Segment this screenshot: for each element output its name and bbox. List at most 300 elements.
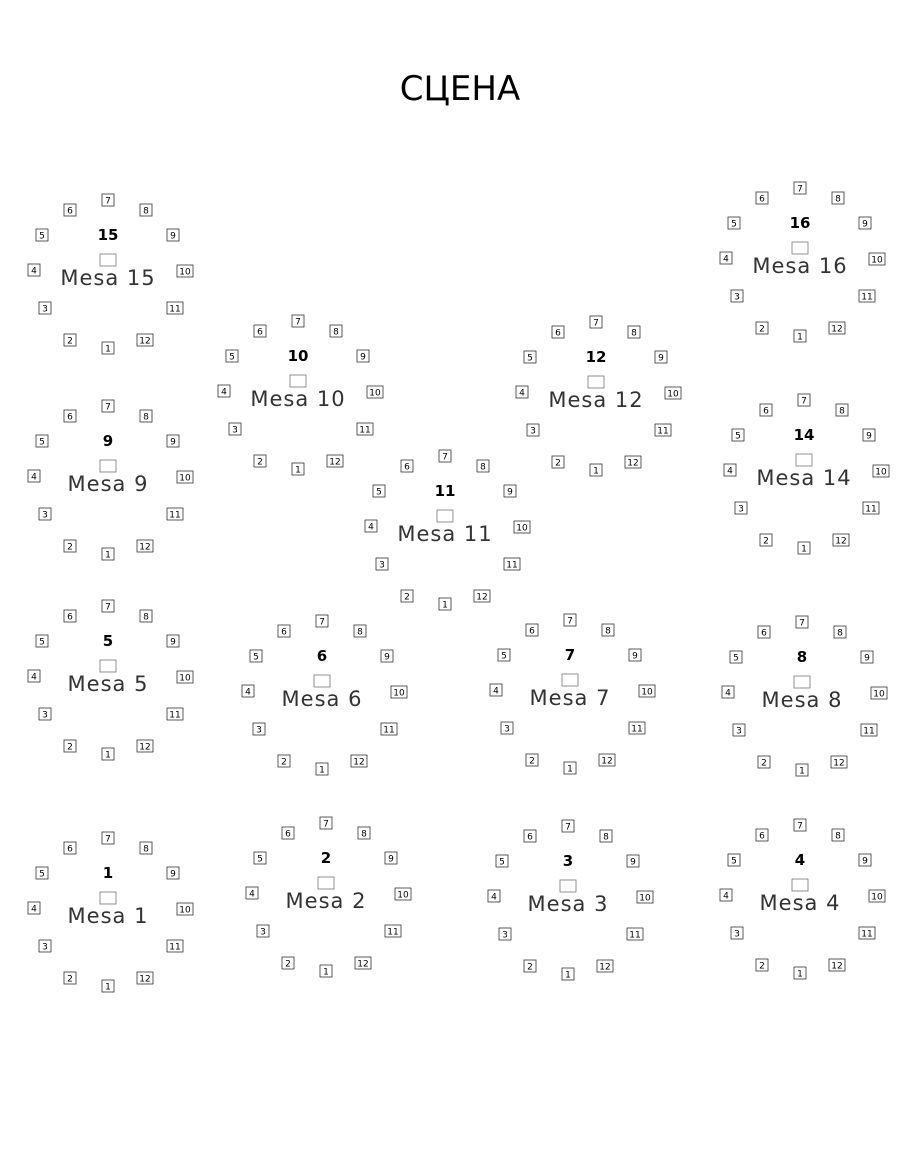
seat[interactable] [381, 723, 397, 736]
table-number: 6 [316, 647, 328, 665]
seat[interactable] [627, 855, 639, 868]
seat[interactable] [869, 890, 885, 903]
seat[interactable] [140, 842, 152, 855]
seat[interactable] [226, 350, 238, 363]
seat[interactable] [871, 687, 887, 700]
table-group[interactable] [218, 315, 383, 476]
seat[interactable] [365, 520, 377, 533]
seat-number: 4 [31, 472, 37, 483]
seat[interactable] [64, 334, 76, 347]
seat-number: 1 [319, 765, 325, 776]
seat-number: 5 [39, 869, 45, 880]
seat[interactable] [357, 350, 369, 363]
seat[interactable] [655, 424, 671, 437]
seat-number: 6 [759, 194, 765, 205]
seat-number: 1 [295, 465, 301, 476]
seat[interactable] [253, 723, 265, 736]
seat-number: 6 [285, 829, 291, 840]
seat-number: 7 [799, 618, 805, 629]
seat[interactable] [167, 435, 179, 448]
table-name: Mesa 1 [67, 904, 149, 928]
seat[interactable] [501, 722, 513, 735]
seat-number: 12 [831, 324, 843, 335]
seat[interactable] [64, 204, 76, 217]
seat[interactable] [599, 754, 615, 767]
seat[interactable] [254, 852, 266, 865]
seat[interactable] [496, 855, 508, 868]
table-group[interactable] [242, 615, 407, 776]
seat-number: 12 [627, 458, 639, 469]
seat-number: 11 [383, 725, 395, 736]
seat[interactable] [720, 889, 732, 902]
seat[interactable] [102, 548, 114, 561]
seat-number: 6 [763, 406, 769, 417]
table-group[interactable] [724, 394, 889, 555]
seat[interactable] [373, 485, 385, 498]
seat-number: 5 [733, 653, 739, 664]
seat[interactable] [756, 829, 768, 842]
seat[interactable] [488, 890, 500, 903]
seat[interactable] [794, 819, 806, 832]
seat[interactable] [873, 465, 889, 478]
seat[interactable] [177, 265, 193, 278]
table-group[interactable] [28, 600, 193, 761]
seat[interactable] [758, 626, 770, 639]
seat-number: 11 [629, 930, 641, 941]
seat[interactable] [514, 521, 530, 534]
seat[interactable] [627, 928, 643, 941]
table-name: Mesa 6 [281, 687, 363, 711]
seat[interactable] [629, 649, 641, 662]
table-group[interactable] [28, 400, 193, 561]
seat[interactable] [526, 754, 538, 767]
seat[interactable] [137, 972, 153, 985]
seat[interactable] [316, 763, 328, 776]
seat[interactable] [36, 867, 48, 880]
seat-number: 9 [632, 651, 638, 662]
seat-number: 5 [501, 651, 507, 662]
seat-number: 7 [797, 184, 803, 195]
seat[interactable] [282, 957, 294, 970]
seat-number: 12 [357, 959, 369, 970]
table-center-marker [794, 676, 810, 688]
seat[interactable] [504, 485, 516, 498]
seat[interactable] [516, 386, 528, 399]
seat[interactable] [733, 724, 745, 737]
seat-number: 5 [731, 219, 737, 230]
seat[interactable] [36, 229, 48, 242]
seat[interactable] [401, 460, 413, 473]
seat[interactable] [391, 686, 407, 699]
table-center-marker [437, 510, 453, 522]
seat[interactable] [439, 598, 451, 611]
seat[interactable] [39, 708, 51, 721]
seat[interactable] [477, 460, 489, 473]
seat[interactable] [504, 558, 520, 571]
seat[interactable] [439, 450, 451, 463]
seat[interactable] [39, 302, 51, 315]
seat-number: 4 [725, 688, 731, 699]
seat-number: 6 [555, 328, 561, 339]
table-center-marker [290, 375, 306, 387]
table-name: Mesa 16 [752, 254, 848, 278]
seat-number: 10 [397, 890, 409, 901]
table-center-marker [588, 376, 604, 388]
seat[interactable] [832, 829, 844, 842]
seat[interactable] [278, 755, 290, 768]
seat[interactable] [625, 456, 641, 469]
seat[interactable] [796, 616, 808, 629]
seat[interactable] [177, 903, 193, 916]
seat-number: 6 [257, 327, 263, 338]
seat[interactable] [863, 502, 879, 515]
seat[interactable] [102, 980, 114, 993]
seat-number: 8 [631, 328, 637, 339]
table-group[interactable] [28, 194, 193, 355]
seat[interactable] [167, 867, 179, 880]
seat[interactable] [524, 960, 536, 973]
seat[interactable] [39, 508, 51, 521]
seat[interactable] [831, 756, 847, 769]
seat-number: 5 [39, 437, 45, 448]
seat[interactable] [724, 464, 736, 477]
seat-number: 12 [139, 542, 151, 553]
seat[interactable] [102, 600, 114, 613]
seat[interactable] [355, 957, 371, 970]
seat[interactable] [354, 625, 366, 638]
seat[interactable] [524, 351, 536, 364]
seat[interactable] [28, 470, 40, 483]
seat[interactable] [102, 194, 114, 207]
seat-number: 7 [567, 616, 573, 627]
seat-number: 6 [404, 462, 410, 473]
seat[interactable] [474, 590, 490, 603]
seat[interactable] [730, 651, 742, 664]
table-center-marker [314, 675, 330, 687]
seat[interactable] [320, 817, 332, 830]
seat-number: 7 [565, 822, 571, 833]
seat-number: 1 [797, 332, 803, 343]
seat[interactable] [167, 708, 183, 721]
seat-number: 3 [738, 504, 744, 515]
seat[interactable] [794, 967, 806, 980]
seat[interactable] [292, 463, 304, 476]
seat[interactable] [229, 423, 241, 436]
seat[interactable] [36, 635, 48, 648]
seat[interactable] [250, 650, 262, 663]
seat[interactable] [527, 424, 539, 437]
seat-number: 2 [67, 742, 73, 753]
table-number: 2 [320, 849, 332, 867]
table-group[interactable] [490, 614, 655, 775]
seat[interactable] [735, 502, 747, 515]
seat-number: 2 [404, 592, 410, 603]
seat-number: 2 [763, 536, 769, 547]
seat[interactable] [836, 404, 848, 417]
seat-number: 1 [105, 982, 111, 993]
seat[interactable] [602, 624, 614, 637]
seat[interactable] [859, 854, 871, 867]
seat[interactable] [834, 626, 846, 639]
seat[interactable] [28, 264, 40, 277]
seat-number: 11 [861, 292, 873, 303]
seat-number: 8 [603, 832, 609, 843]
seat[interactable] [637, 891, 653, 904]
seat[interactable] [628, 326, 640, 339]
seat[interactable] [102, 342, 114, 355]
seat[interactable] [562, 968, 574, 981]
seat[interactable] [64, 540, 76, 553]
seat[interactable] [728, 217, 740, 230]
seat-number: 3 [42, 942, 48, 953]
seat[interactable] [381, 650, 393, 663]
seat[interactable] [756, 192, 768, 205]
seat[interactable] [794, 330, 806, 343]
seat-number: 12 [353, 757, 365, 768]
seat[interactable] [526, 624, 538, 637]
table-group[interactable] [365, 450, 530, 611]
seat[interactable] [861, 724, 877, 737]
seat-number: 6 [67, 612, 73, 623]
seat[interactable] [859, 217, 871, 230]
seat-number: 12 [476, 592, 488, 603]
table-name: Mesa 3 [527, 892, 609, 916]
seat[interactable] [28, 902, 40, 915]
seat-number: 10 [179, 267, 191, 278]
seat-number: 2 [67, 336, 73, 347]
seat[interactable] [629, 722, 645, 735]
seat-number: 9 [864, 653, 870, 664]
seat[interactable] [140, 410, 152, 423]
seat-number: 5 [39, 231, 45, 242]
seat[interactable] [385, 925, 401, 938]
seat[interactable] [167, 508, 183, 521]
seat-number: 8 [143, 206, 149, 217]
seat-number: 9 [862, 219, 868, 230]
seat[interactable] [28, 670, 40, 683]
seat[interactable] [137, 334, 153, 347]
seat[interactable] [367, 386, 383, 399]
seat[interactable] [167, 940, 183, 953]
seat[interactable] [756, 322, 768, 335]
seat[interactable] [756, 959, 768, 972]
seat[interactable] [401, 590, 413, 603]
seat-number: 7 [323, 819, 329, 830]
seat-number: 9 [862, 856, 868, 867]
seat-number: 2 [759, 961, 765, 972]
seat-number: 7 [319, 617, 325, 628]
seat[interactable] [257, 925, 269, 938]
seat[interactable] [639, 685, 655, 698]
table-center-marker [100, 254, 116, 266]
seat-number: 1 [797, 969, 803, 980]
seat[interactable] [524, 830, 536, 843]
seat[interactable] [796, 764, 808, 777]
seat-number: 5 [731, 856, 737, 867]
seat[interactable] [490, 684, 502, 697]
seat[interactable] [64, 740, 76, 753]
seat-number: 9 [630, 857, 636, 868]
seat[interactable] [861, 651, 873, 664]
seat-number: 5 [499, 857, 505, 868]
seat[interactable] [292, 315, 304, 328]
table-group[interactable] [720, 819, 885, 980]
seat-number: 8 [835, 194, 841, 205]
seat[interactable] [665, 387, 681, 400]
seat[interactable] [562, 820, 574, 833]
seat[interactable] [278, 625, 290, 638]
seat[interactable] [499, 928, 511, 941]
seat[interactable] [64, 972, 76, 985]
seat[interactable] [357, 423, 373, 436]
seat-number: 2 [285, 959, 291, 970]
seat[interactable] [731, 290, 743, 303]
seat[interactable] [395, 888, 411, 901]
seat[interactable] [254, 455, 266, 468]
seat-number: 1 [105, 344, 111, 355]
seat[interactable] [798, 394, 810, 407]
seat[interactable] [254, 325, 266, 338]
seat[interactable] [102, 400, 114, 413]
seat[interactable] [242, 685, 254, 698]
table-number: 15 [97, 226, 119, 244]
seat-number: 4 [727, 466, 733, 477]
seat[interactable] [167, 229, 179, 242]
table-center-marker [318, 877, 334, 889]
seat[interactable] [758, 756, 770, 769]
seat[interactable] [832, 192, 844, 205]
seat[interactable] [590, 464, 602, 477]
seat[interactable] [720, 252, 732, 265]
table-number: 5 [102, 632, 114, 650]
seat-number: 11 [169, 942, 181, 953]
table-group[interactable] [720, 182, 885, 343]
seat-number: 6 [67, 206, 73, 217]
seat[interactable] [829, 322, 845, 335]
seat[interactable] [597, 960, 613, 973]
seat[interactable] [728, 854, 740, 867]
seat-number: 4 [31, 266, 37, 277]
seat-number: 10 [639, 893, 651, 904]
seat[interactable] [137, 740, 153, 753]
seat[interactable] [869, 253, 885, 266]
seat-number: 4 [368, 522, 374, 533]
seat[interactable] [140, 610, 152, 623]
table-group[interactable] [246, 817, 411, 978]
seat-number: 9 [170, 437, 176, 448]
seat[interactable] [36, 435, 48, 448]
seat-number: 3 [734, 292, 740, 303]
seat[interactable] [102, 748, 114, 761]
table-name: Mesa 9 [67, 472, 149, 496]
seat[interactable] [320, 965, 332, 978]
seat[interactable] [140, 204, 152, 217]
seat[interactable] [167, 635, 179, 648]
table-group[interactable] [516, 316, 681, 477]
seat-number: 1 [105, 750, 111, 761]
seat[interactable] [760, 404, 772, 417]
table-name: Mesa 5 [67, 672, 149, 696]
seat[interactable] [859, 290, 875, 303]
seat[interactable] [167, 302, 183, 315]
seat-number: 4 [723, 254, 729, 265]
seat[interactable] [376, 558, 388, 571]
seat[interactable] [177, 471, 193, 484]
seat-number: 7 [105, 196, 111, 207]
seat[interactable] [655, 351, 667, 364]
table-name: Mesa 14 [756, 466, 852, 490]
seat[interactable] [316, 615, 328, 628]
table-group[interactable] [28, 832, 193, 993]
seat-number: 6 [529, 626, 535, 637]
seat[interactable] [552, 456, 564, 469]
seat-number: 11 [169, 510, 181, 521]
seat-number: 7 [801, 396, 807, 407]
seat[interactable] [760, 534, 772, 547]
seat[interactable] [282, 827, 294, 840]
seat[interactable] [102, 832, 114, 845]
seat[interactable] [552, 326, 564, 339]
seat[interactable] [177, 671, 193, 684]
table-center-marker [560, 880, 576, 892]
seat[interactable] [863, 429, 875, 442]
seat[interactable] [564, 762, 576, 775]
seat[interactable] [590, 316, 602, 329]
table-number: 16 [789, 214, 811, 232]
seat-number: 2 [257, 457, 263, 468]
seat[interactable] [64, 610, 76, 623]
seat-number: 5 [527, 353, 533, 364]
seat[interactable] [794, 182, 806, 195]
seat[interactable] [859, 927, 875, 940]
seat[interactable] [385, 852, 397, 865]
table-number: 12 [585, 348, 607, 366]
seat[interactable] [330, 325, 342, 338]
seat-number: 1 [593, 466, 599, 477]
seat[interactable] [798, 542, 810, 555]
seat-number: 4 [245, 687, 251, 698]
seat[interactable] [64, 842, 76, 855]
seat[interactable] [327, 455, 343, 468]
seat[interactable] [64, 410, 76, 423]
table-name: Mesa 4 [759, 891, 841, 915]
seat[interactable] [829, 959, 845, 972]
table-name: Mesa 10 [250, 387, 346, 411]
seat[interactable] [351, 755, 367, 768]
seat[interactable] [731, 927, 743, 940]
seat-number: 6 [527, 832, 533, 843]
seat[interactable] [564, 614, 576, 627]
table-group[interactable] [722, 616, 887, 777]
seat[interactable] [833, 534, 849, 547]
seat-number: 3 [260, 927, 266, 938]
seat[interactable] [600, 830, 612, 843]
seat[interactable] [137, 540, 153, 553]
seat-number: 6 [67, 412, 73, 423]
seat[interactable] [39, 940, 51, 953]
seat-number: 5 [39, 637, 45, 648]
seat-number: 1 [105, 550, 111, 561]
seat[interactable] [358, 827, 370, 840]
seat[interactable] [218, 385, 230, 398]
seat[interactable] [722, 686, 734, 699]
seat[interactable] [498, 649, 510, 662]
seat[interactable] [246, 887, 258, 900]
seat-number: 12 [139, 336, 151, 347]
table-group[interactable] [488, 820, 653, 981]
seat[interactable] [732, 429, 744, 442]
seat-number: 11 [169, 304, 181, 315]
